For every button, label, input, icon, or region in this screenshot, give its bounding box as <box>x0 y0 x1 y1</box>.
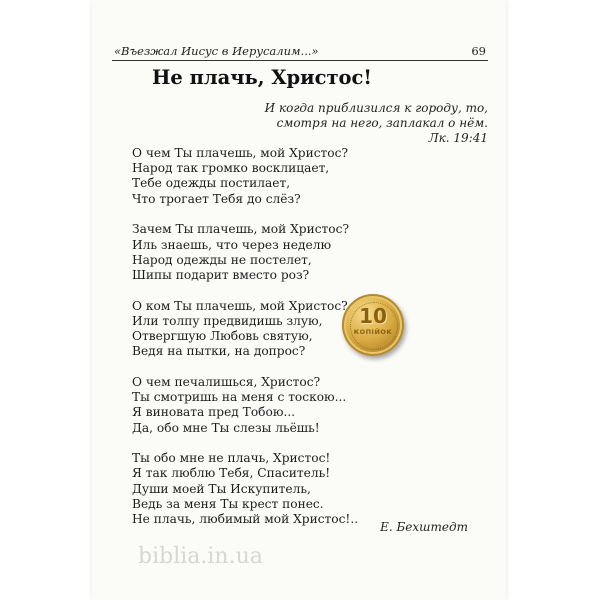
epigraph-reference: Лк. 19:41 <box>428 131 488 145</box>
poem-author: Е. Бехштедт <box>380 520 468 534</box>
stanza <box>132 375 358 436</box>
verse-line: Ведь за меня Ты крест понес. <box>132 496 324 511</box>
verse-line: Что трогает Тебя до слёз? <box>132 191 301 206</box>
coin-unit: КОПІЙОК <box>353 328 393 336</box>
verse-line: Я виновата пред Тобою... <box>132 405 296 420</box>
verse-line: О чем Ты плачешь, мой Христос? <box>132 146 348 160</box>
page-number: 69 <box>471 44 486 58</box>
watermark: biblia.in.ua <box>138 544 263 569</box>
verse-line: Ты обо мне не плачь, Христос! <box>132 451 331 466</box>
poem-body <box>132 146 358 543</box>
verse-line: Зачем Ты плачешь, мой Христос? <box>132 222 349 237</box>
coin-image <box>342 294 404 356</box>
verse-line: Да, обо мне Ты слезы льёшь! <box>132 420 320 435</box>
verse-line: Или толпу предвидишь злую, <box>132 313 323 328</box>
stanza <box>132 146 358 207</box>
header-rule <box>112 60 488 61</box>
verse-line: Отвергшую Любовь святую, <box>132 329 313 344</box>
stanza <box>132 222 358 283</box>
stanza <box>132 451 358 527</box>
verse-line: Ведя на пытки, на допрос? <box>132 344 306 359</box>
verse-line: Не плачь, любимый мой Христос!.. <box>132 512 359 527</box>
verse-line: Я так люблю Тебя, Спаситель! <box>132 466 331 481</box>
verse-line: О ком Ты плачешь, мой Христос? <box>132 298 348 313</box>
book-page <box>92 0 506 600</box>
verse-line: Шипы подарит вместо роз? <box>132 267 310 282</box>
verse-line: Народ так громко восклицает, <box>132 161 330 176</box>
verse-line: О чем печалишься, Христос? <box>132 374 321 389</box>
verse-line: Тебе одежды постилает, <box>132 176 291 191</box>
running-title: «Въезжал Иисус в Иерусалим...» <box>114 44 319 58</box>
epigraph-line: смотря на него, заплакал о нём. <box>276 116 488 130</box>
epigraph <box>265 101 488 146</box>
verse-line: Иль знаешь, что через неделю <box>132 237 332 252</box>
verse-line: Души моей Ты Искупитель, <box>132 481 311 496</box>
stanza <box>132 299 358 360</box>
coin-value: 10 <box>359 304 387 328</box>
poem-title: Не плачь, Христос! <box>152 66 372 89</box>
epigraph-line: И когда приблизился к городу, то, <box>264 101 488 115</box>
verse-line: Ты смотришь на меня с тоскою... <box>132 390 347 405</box>
verse-line: Народ одежды не постелет, <box>132 252 312 267</box>
